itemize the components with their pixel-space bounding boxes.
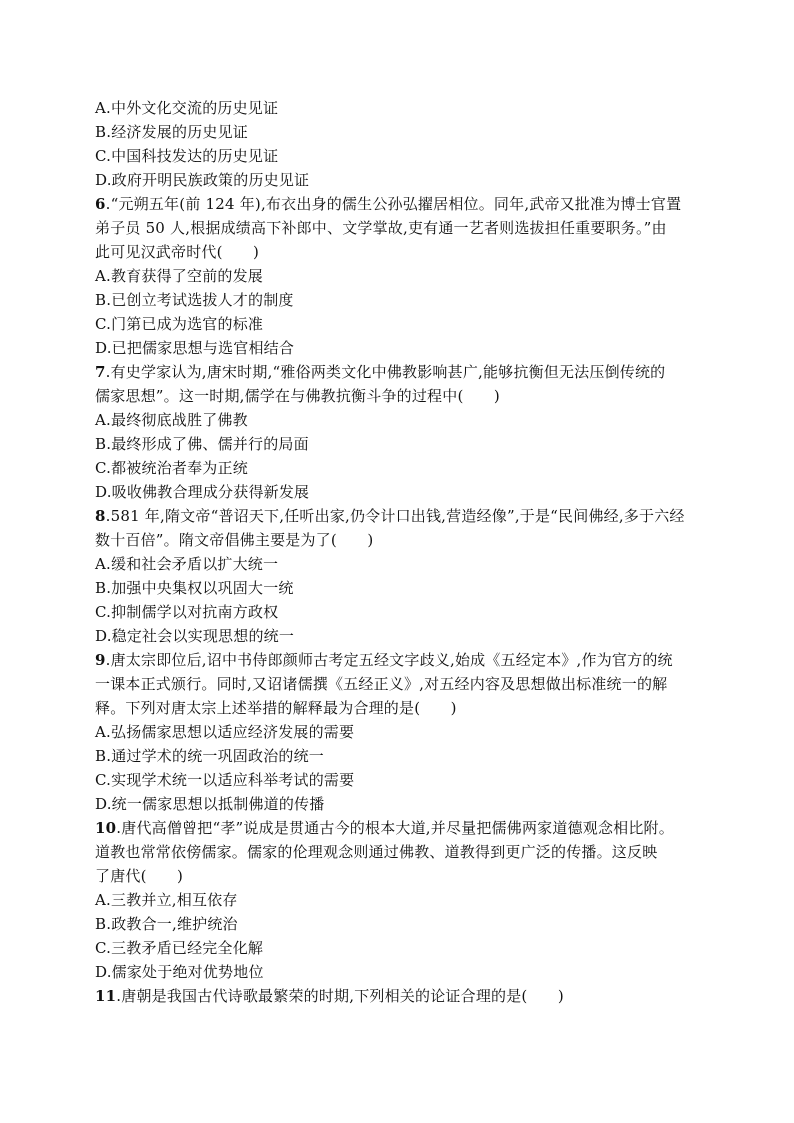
question-stem-line [95,216,700,240]
question-stem-line [95,648,700,672]
question-7 [95,360,700,504]
fragment-option: A.中外文化交流的历史见证 [95,99,279,117]
answer-option: B.已创立考试选拔人才的制度 [95,291,294,309]
question-9 [95,648,700,816]
answer-option: A.三教并立,相互依存 [95,891,238,909]
question-stem-line [95,696,700,720]
question-stem-line [95,840,700,864]
question-text: .“元朔五年(前 124 年),布衣出身的儒生公孙弘擢居相位。同年,武帝又批准为博士官置 [105,195,682,213]
answer-option: C.抑制儒学以对抗南方政权 [95,603,279,621]
question-11 [95,984,700,1008]
question-number: 7 [95,363,106,381]
fragment-option: D.政府开明民族政策的历史见证 [95,171,310,189]
answer-option: A.教育获得了空前的发展 [95,267,264,285]
question-text: 儒家思想”。这一时期,儒学在与佛教抗衡斗争的过程中( ) [95,387,500,405]
question-text: .唐代高僧曾把“孝”说成是贯通古今的根本大道,并尽量把儒佛两家道德观念相比附。 [116,819,674,837]
question-stem-line [95,240,700,264]
fragment-option: B.经济发展的历史见证 [95,123,248,141]
answer-option: D.统一儒家思想以抵制佛道的传播 [95,795,325,813]
question-stem-line [95,528,700,552]
answer-option: C.门第已成为选官的标准 [95,315,264,333]
question-text: .唐朝是我国古代诗歌最繁荣的时期,下列相关的论证合理的是( ) [116,987,564,1005]
answer-option: B.加强中央集权以巩固大一统 [95,579,294,597]
exam-page [95,96,700,1008]
answer-option: D.吸收佛教合理成分获得新发展 [95,483,310,501]
question-text: 释。下列对唐太宗上述举措的解释最为合理的是( ) [95,699,457,717]
answer-option: C.都被统治者奉为正统 [95,459,248,477]
question-6 [95,192,700,360]
question-8 [95,504,700,648]
question-stem-line [95,864,700,888]
answer-option: B.最终形成了佛、儒并行的局面 [95,435,309,453]
question-text: 数十百倍”。隋文帝倡佛主要是为了( ) [95,531,374,549]
question-text: 了唐代( ) [95,867,184,885]
answer-option: B.通过学术的统一巩固政治的统一 [95,747,324,765]
question-stem-line [95,192,700,216]
question-number: 10 [95,819,117,837]
question-stem-line [95,384,700,408]
question-text: 弟子员 50 人,根据成绩高下补郎中、文学掌故,吏有通一艺者则选拔担任重要职务。”由 [95,219,667,237]
answer-option: A.最终彻底战胜了佛教 [95,411,248,429]
question-text: .581 年,隋文帝“普诏天下,任听出家,仍令计口出钱,营造经像”,于是“民间佛经,多于六经 [105,507,685,525]
answer-option: D.儒家处于绝对优势地位 [95,963,264,981]
answer-option: B.政教合一,维护统治 [95,915,238,933]
question-10 [95,816,700,984]
question-stem-line [95,672,700,696]
answer-option: D.稳定社会以实现思想的统一 [95,627,295,645]
question-list [95,192,700,1008]
question-number: 8 [95,507,106,525]
question-text: .唐太宗即位后,诏中书侍郎颜师古考定五经文字歧义,始成《五经定本》,作为官方的统 [105,651,673,669]
question-text: .有史学家认为,唐宋时期,“雅俗两类文化中佛教影响甚广,能够抗衡但无法压倒传统的 [105,363,666,381]
answer-option: A.缓和社会矛盾以扩大统一 [95,555,279,573]
answer-option: D.已把儒家思想与选官相结合 [95,339,295,357]
question-number: 6 [95,195,106,213]
question-stem-line [95,504,700,528]
answer-option: C.实现学术统一以适应科举考试的需要 [95,771,355,789]
question-text: 此可见汉武帝时代( ) [95,243,260,261]
question-number: 9 [95,651,106,669]
question-stem-line [95,984,700,1008]
question-stem-line [95,360,700,384]
fragment-options [95,96,700,192]
question-stem-line [95,816,700,840]
question-text: 道教也常常依傍儒家。儒家的伦理观念则通过佛教、道教得到更广泛的传播。这反映 [95,843,658,861]
question-number: 11 [95,987,117,1005]
question-text: 一课本正式颁行。同时,又诏诸儒撰《五经正义》,对五经内容及思想做出标准统一的解 [95,675,668,693]
fragment-option: C.中国科技发达的历史见证 [95,147,279,165]
answer-option: A.弘扬儒家思想以适应经济发展的需要 [95,723,355,741]
answer-option: C.三教矛盾已经完全化解 [95,939,264,957]
